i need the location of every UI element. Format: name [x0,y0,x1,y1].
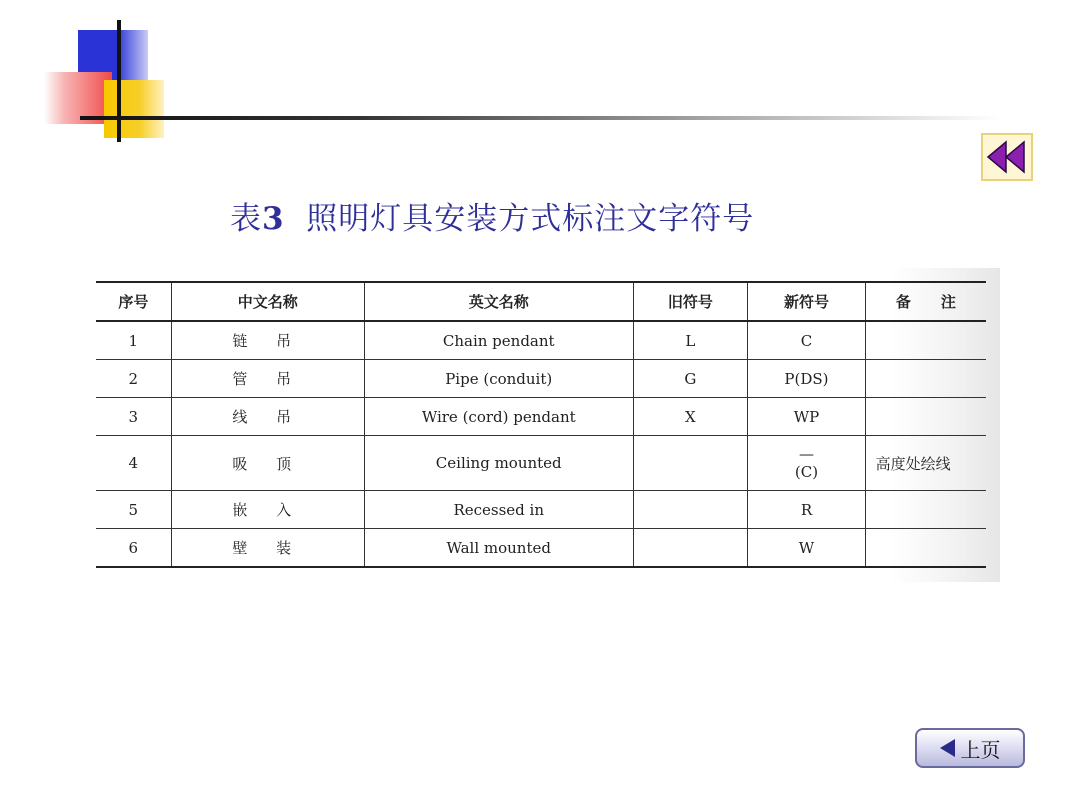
cell-cn: 链 吊 [171,321,364,360]
cell-remark [865,529,986,568]
cell-num: 1 [96,321,171,360]
decor-horizontal-line [80,116,1000,120]
header-en: 英文名称 [364,282,633,321]
title-prefix: 表 [230,201,262,237]
header-remark: 备 注 [865,282,986,321]
cell-cn: 管 吊 [171,360,364,398]
symbol-table [96,281,986,568]
cell-old [633,491,748,529]
cell-num: 6 [96,529,171,568]
cell-en: Wall mounted [364,529,633,568]
cell-old: L [633,321,748,360]
title-number: 3 [262,201,285,237]
decor-yellow-block [104,80,164,138]
table-row [96,321,986,360]
prev-page-button[interactable] [915,728,1025,768]
double-left-arrow-icon [986,139,1028,175]
cell-new [748,436,865,491]
back-button[interactable] [981,133,1033,181]
cell-new: R [748,491,865,529]
title-text: 照明灯具安装方式标注文字符号 [306,201,755,237]
header-cn: 中文名称 [171,282,364,321]
title-spacer [285,201,307,237]
table-row [96,491,986,529]
cell-remark [865,321,986,360]
cell-en: Recessed in [364,491,633,529]
table-row [96,529,986,568]
header-num: 序号 [96,282,171,321]
cell-cn: 吸 顶 [171,436,364,491]
cell-en: Ceiling mounted [364,436,633,491]
new-symbol-value: (C) [794,463,819,481]
cell-remark: 高度处绘线 [865,436,986,491]
cell-old [633,436,748,491]
cell-old: X [633,398,748,436]
table-header-row [96,282,986,321]
cell-num: 4 [96,436,171,491]
cell-remark [865,360,986,398]
decor-vertical-line [117,20,121,142]
cell-en: Chain pendant [364,321,633,360]
cell-new: P(DS) [748,360,865,398]
cell-num: 3 [96,398,171,436]
cell-new: W [748,529,865,568]
table-row [96,398,986,436]
header-old: 旧符号 [633,282,748,321]
cell-en: Wire (cord) pendant [364,398,633,436]
table-scan [96,268,1000,582]
cell-remark [865,491,986,529]
cell-en: Pipe (conduit) [364,360,633,398]
left-triangle-icon [940,739,955,757]
cell-cn: 嵌 入 [171,491,364,529]
cell-new: WP [748,398,865,436]
table-row [96,436,986,491]
new-symbol-stack [748,445,864,481]
cell-num: 5 [96,491,171,529]
cell-cn: 线 吊 [171,398,364,436]
header-new: 新符号 [748,282,865,321]
new-symbol-bar: — [798,445,814,463]
cell-old: G [633,360,748,398]
prev-page-label: 上页 [960,737,1001,762]
cell-remark [865,398,986,436]
page-title [230,193,870,238]
table-row [96,360,986,398]
cell-cn: 壁 装 [171,529,364,568]
cell-old [633,529,748,568]
cell-new: C [748,321,865,360]
cell-num: 2 [96,360,171,398]
